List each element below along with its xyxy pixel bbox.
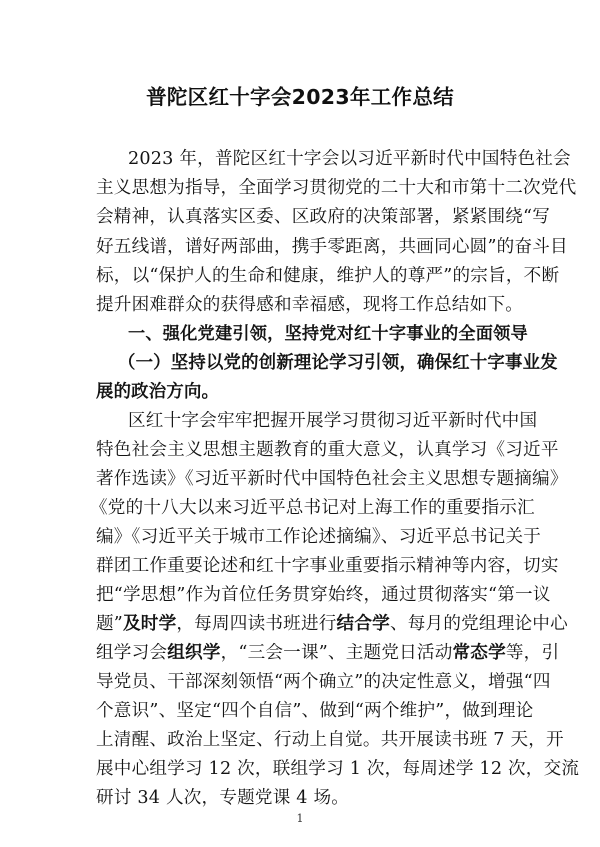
body-line-2: 特色社会主义思想主题教育的重大意义，认真学习《习近平 bbox=[96, 440, 559, 460]
intro-line-1: 2023 年，普陀区红十字会以习近平新时代中国特色社会 bbox=[128, 149, 571, 169]
body-line-1: 区红十字会牢牢把握开展学习贯彻习近平新时代中国 bbox=[128, 411, 538, 431]
body-line-14: 研讨 34 人次，专题党课 4 场。 bbox=[96, 788, 350, 808]
emphasis-combined-study: 结合学 bbox=[336, 613, 390, 634]
body-line-8-text-2: ，每周四读书班进行 bbox=[176, 614, 337, 634]
emphasis-timely-study: 及时学 bbox=[123, 613, 177, 634]
body-line-13: 展中心组学习 12 次，联组学习 1 次，每周述学 12 次，交流 bbox=[96, 759, 580, 779]
intro-line-2: 主义思想为指导，全面学习贯彻党的二十大和市第十二次党代 bbox=[96, 178, 577, 198]
body-line-7: 把“学思想”作为首位任务贯穿始终，通过贯彻落实“第一议 bbox=[96, 585, 551, 605]
body-line-4: 《党的十八大以来习近平总书记对上海工作的重要指示汇 bbox=[90, 498, 535, 518]
subsection-heading-line-2: 展的政治方向。 bbox=[96, 382, 220, 402]
body-line-10: 导党员、干部深刻领悟“两个确立”的决定性意义，增强“四 bbox=[96, 672, 551, 692]
emphasis-regular-study: 常态学 bbox=[452, 642, 506, 663]
body-line-8 bbox=[96, 612, 568, 636]
intro-line-4: 好五线谱，谱好两部曲，携手零距离，共画同心圆”的奋斗目 bbox=[96, 237, 568, 257]
body-line-9-text-1: 组学习会 bbox=[96, 643, 168, 663]
subsection-heading-line-1: （一）坚持以党的创新理论学习引领，确保红十字事业发 bbox=[118, 353, 558, 373]
body-line-9-text-2: ，“三会一课”、主题党日活动 bbox=[220, 643, 453, 663]
emphasis-organized-study: 组织学 bbox=[167, 642, 221, 663]
intro-line-5: 标，以“保护人的生命和健康，维护人的尊严”的宗旨，不断 bbox=[96, 266, 560, 286]
document-title: 普陀区红十字会2023年工作总结 bbox=[146, 85, 454, 109]
body-line-6: 群团工作重要论述和红十字事业重要指示精神等内容，切实 bbox=[96, 556, 559, 576]
body-line-8-text-1: 题” bbox=[96, 614, 123, 634]
body-line-11: 个意识”、坚定“四个自信”、做到“两个维护”，做到理论 bbox=[96, 701, 534, 721]
body-line-5: 编》《习近平关于城市工作论述摘编》、习近平总书记关于 bbox=[96, 527, 542, 547]
section-heading: 一、强化党建引领，坚持党对红十字事业的全面领导 bbox=[128, 324, 528, 344]
page-number: 1 bbox=[296, 812, 304, 825]
body-line-9 bbox=[96, 641, 559, 665]
body-line-9-text-3: 等，引 bbox=[505, 643, 560, 663]
body-line-12: 上清醒、政治上坚定、行动上自觉。共开展读书班 7 天，开 bbox=[96, 730, 564, 750]
body-line-3: 著作选读》《习近平新时代中国特色社会主义思想专题摘编》 bbox=[96, 469, 568, 489]
intro-line-3: 会精神，认真落实区委、区政府的决策部署，紧紧围绕“写 bbox=[96, 207, 551, 227]
intro-line-6: 提升困难群众的获得感和幸福感，现将工作总结如下。 bbox=[96, 295, 524, 315]
body-line-8-text-3: 、每月的党组理论中心 bbox=[389, 614, 568, 634]
